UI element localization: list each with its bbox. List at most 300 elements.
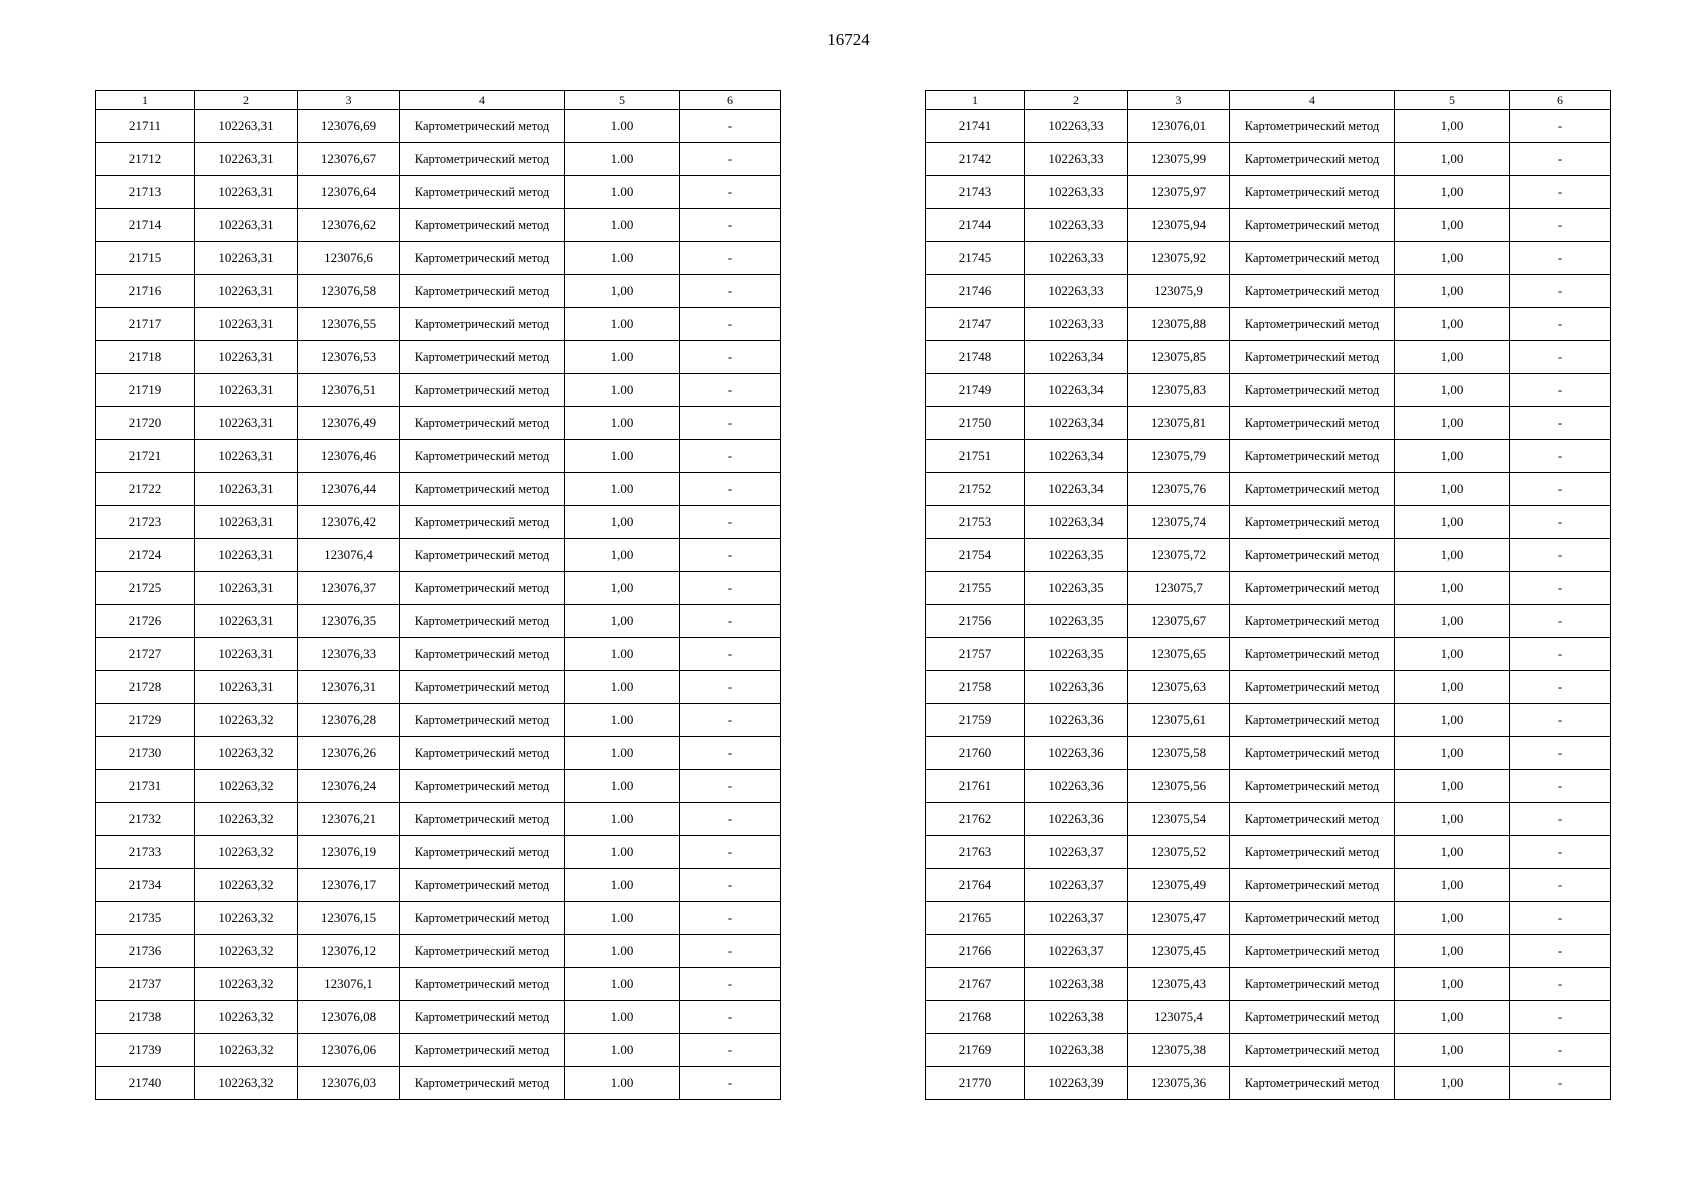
x-coordinate-cell: 102263,32: [195, 704, 298, 737]
table-row: [96, 341, 781, 374]
method-cell: Картометрический метод: [1230, 902, 1395, 935]
table-row: [96, 968, 781, 1001]
x-coordinate-cell: 102263,34: [1025, 341, 1128, 374]
method-cell: Картометрический метод: [400, 836, 565, 869]
accuracy-cell: 1.00: [565, 671, 680, 704]
point-number-cell: 21723: [96, 506, 195, 539]
description-cell: -: [1510, 275, 1611, 308]
accuracy-cell: 1,00: [1395, 407, 1510, 440]
method-cell: Картометрический метод: [400, 539, 565, 572]
accuracy-cell: 1,00: [1395, 737, 1510, 770]
y-coordinate-cell: 123076,1: [298, 968, 400, 1001]
description-cell: -: [680, 341, 781, 374]
x-coordinate-cell: 102263,31: [195, 671, 298, 704]
description-cell: -: [680, 836, 781, 869]
x-coordinate-cell: 102263,31: [195, 440, 298, 473]
x-coordinate-cell: 102263,36: [1025, 671, 1128, 704]
x-coordinate-cell: 102263,36: [1025, 803, 1128, 836]
accuracy-cell: 1.00: [565, 176, 680, 209]
x-coordinate-cell: 102263,33: [1025, 242, 1128, 275]
point-number-cell: 21714: [96, 209, 195, 242]
method-cell: Картометрический метод: [1230, 737, 1395, 770]
accuracy-cell: 1,00: [1395, 110, 1510, 143]
point-number-cell: 21717: [96, 308, 195, 341]
description-cell: -: [680, 869, 781, 902]
description-cell: -: [1510, 638, 1611, 671]
table-row: [926, 1034, 1611, 1067]
description-cell: -: [680, 1067, 781, 1100]
accuracy-cell: 1,00: [565, 506, 680, 539]
y-coordinate-cell: 123076,12: [298, 935, 400, 968]
x-coordinate-cell: 102263,33: [1025, 275, 1128, 308]
accuracy-cell: 1,00: [1395, 836, 1510, 869]
accuracy-cell: 1,00: [1395, 770, 1510, 803]
accuracy-cell: 1,00: [1395, 704, 1510, 737]
description-cell: -: [680, 506, 781, 539]
y-coordinate-cell: 123076,15: [298, 902, 400, 935]
description-cell: -: [680, 671, 781, 704]
point-number-cell: 21724: [96, 539, 195, 572]
point-number-cell: 21713: [96, 176, 195, 209]
accuracy-cell: 1.00: [565, 935, 680, 968]
y-coordinate-cell: 123075,36: [1128, 1067, 1230, 1100]
accuracy-cell: 1,00: [1395, 902, 1510, 935]
method-cell: Картометрический метод: [400, 1034, 565, 1067]
table-row: [96, 803, 781, 836]
accuracy-cell: 1.00: [565, 803, 680, 836]
point-number-cell: 21720: [96, 407, 195, 440]
description-cell: -: [680, 308, 781, 341]
table-row: [96, 242, 781, 275]
accuracy-cell: 1,00: [1395, 275, 1510, 308]
accuracy-cell: 1,00: [1395, 143, 1510, 176]
y-coordinate-cell: 123076,26: [298, 737, 400, 770]
point-number-cell: 21726: [96, 605, 195, 638]
x-coordinate-cell: 102263,31: [195, 110, 298, 143]
accuracy-cell: 1,00: [565, 275, 680, 308]
accuracy-cell: 1,00: [1395, 935, 1510, 968]
x-coordinate-cell: 102263,36: [1025, 704, 1128, 737]
point-number-cell: 21734: [96, 869, 195, 902]
point-number-cell: 21742: [926, 143, 1025, 176]
point-number-cell: 21750: [926, 407, 1025, 440]
accuracy-cell: 1,00: [1395, 308, 1510, 341]
point-number-cell: 21744: [926, 209, 1025, 242]
description-cell: -: [1510, 572, 1611, 605]
table-row: [96, 1067, 781, 1100]
description-cell: -: [1510, 374, 1611, 407]
point-number-cell: 21730: [96, 737, 195, 770]
x-coordinate-cell: 102263,35: [1025, 605, 1128, 638]
y-coordinate-cell: 123076,69: [298, 110, 400, 143]
description-cell: -: [1510, 209, 1611, 242]
table-row: [96, 770, 781, 803]
column-header: 6: [680, 91, 781, 110]
accuracy-cell: 1,00: [1395, 209, 1510, 242]
table-row: [96, 374, 781, 407]
y-coordinate-cell: 123076,06: [298, 1034, 400, 1067]
description-cell: -: [680, 176, 781, 209]
method-cell: Картометрический метод: [1230, 935, 1395, 968]
accuracy-cell: 1.00: [565, 737, 680, 770]
description-cell: -: [1510, 110, 1611, 143]
point-number-cell: 21753: [926, 506, 1025, 539]
accuracy-cell: 1,00: [1395, 968, 1510, 1001]
y-coordinate-cell: 123076,24: [298, 770, 400, 803]
accuracy-cell: 1,00: [1395, 869, 1510, 902]
method-cell: Картометрический метод: [400, 1067, 565, 1100]
table-row: [96, 1001, 781, 1034]
table-row: [96, 275, 781, 308]
y-coordinate-cell: 123075,94: [1128, 209, 1230, 242]
method-cell: Картометрический метод: [1230, 110, 1395, 143]
table-row: [96, 143, 781, 176]
method-cell: Картометрический метод: [400, 209, 565, 242]
x-coordinate-cell: 102263,32: [195, 1034, 298, 1067]
table-row: [926, 374, 1611, 407]
table-row: [96, 737, 781, 770]
method-cell: Картометрический метод: [400, 275, 565, 308]
point-number-cell: 21741: [926, 110, 1025, 143]
point-number-cell: 21766: [926, 935, 1025, 968]
description-cell: -: [1510, 737, 1611, 770]
method-cell: Картометрический метод: [1230, 572, 1395, 605]
table-row: [96, 869, 781, 902]
y-coordinate-cell: 123076,33: [298, 638, 400, 671]
x-coordinate-cell: 102263,37: [1025, 869, 1128, 902]
point-number-cell: 21759: [926, 704, 1025, 737]
y-coordinate-cell: 123076,21: [298, 803, 400, 836]
y-coordinate-cell: 123075,79: [1128, 440, 1230, 473]
y-coordinate-cell: 123075,72: [1128, 539, 1230, 572]
x-coordinate-cell: 102263,36: [1025, 770, 1128, 803]
method-cell: Картометрический метод: [1230, 242, 1395, 275]
y-coordinate-cell: 123076,03: [298, 1067, 400, 1100]
x-coordinate-cell: 102263,33: [1025, 308, 1128, 341]
description-cell: -: [680, 539, 781, 572]
description-cell: -: [1510, 902, 1611, 935]
accuracy-cell: 1,00: [1395, 671, 1510, 704]
column-header: 4: [1230, 91, 1395, 110]
point-number-cell: 21752: [926, 473, 1025, 506]
x-coordinate-cell: 102263,33: [1025, 110, 1128, 143]
point-number-cell: 21721: [96, 440, 195, 473]
table-row: [926, 143, 1611, 176]
point-number-cell: 21765: [926, 902, 1025, 935]
point-number-cell: 21731: [96, 770, 195, 803]
table-row: [96, 440, 781, 473]
y-coordinate-cell: 123075,74: [1128, 506, 1230, 539]
x-coordinate-cell: 102263,31: [195, 473, 298, 506]
table-row: [96, 1034, 781, 1067]
accuracy-cell: 1.00: [565, 440, 680, 473]
x-coordinate-cell: 102263,31: [195, 539, 298, 572]
table-row: [926, 1067, 1611, 1100]
description-cell: -: [1510, 242, 1611, 275]
method-cell: Картометрический метод: [1230, 407, 1395, 440]
table-row: [926, 803, 1611, 836]
method-cell: Картометрический метод: [400, 407, 565, 440]
table-row: [926, 275, 1611, 308]
description-cell: -: [680, 605, 781, 638]
point-number-cell: 21743: [926, 176, 1025, 209]
method-cell: Картометрический метод: [400, 737, 565, 770]
column-header: 3: [1128, 91, 1230, 110]
point-number-cell: 21756: [926, 605, 1025, 638]
method-cell: Картометрический метод: [1230, 209, 1395, 242]
coordinates-table-left: [95, 90, 781, 1100]
x-coordinate-cell: 102263,32: [195, 968, 298, 1001]
column-header: 5: [1395, 91, 1510, 110]
description-cell: -: [1510, 407, 1611, 440]
point-number-cell: 21728: [96, 671, 195, 704]
y-coordinate-cell: 123076,51: [298, 374, 400, 407]
method-cell: Картометрический метод: [400, 968, 565, 1001]
method-cell: Картометрический метод: [1230, 836, 1395, 869]
method-cell: Картометрический метод: [400, 935, 565, 968]
x-coordinate-cell: 102263,34: [1025, 374, 1128, 407]
column-header: 5: [565, 91, 680, 110]
accuracy-cell: 1,00: [565, 605, 680, 638]
point-number-cell: 21758: [926, 671, 1025, 704]
method-cell: Картометрический метод: [400, 704, 565, 737]
accuracy-cell: 1,00: [1395, 176, 1510, 209]
column-header: 6: [1510, 91, 1611, 110]
description-cell: -: [1510, 176, 1611, 209]
accuracy-cell: 1.00: [565, 308, 680, 341]
x-coordinate-cell: 102263,31: [195, 506, 298, 539]
description-cell: -: [1510, 1034, 1611, 1067]
description-cell: -: [680, 110, 781, 143]
method-cell: Картометрический метод: [400, 770, 565, 803]
description-cell: -: [1510, 968, 1611, 1001]
description-cell: -: [680, 770, 781, 803]
point-number-cell: 21736: [96, 935, 195, 968]
y-coordinate-cell: 123075,52: [1128, 836, 1230, 869]
description-cell: -: [680, 275, 781, 308]
accuracy-cell: 1.00: [565, 770, 680, 803]
method-cell: Картометрический метод: [400, 374, 565, 407]
description-cell: -: [680, 572, 781, 605]
y-coordinate-cell: 123075,45: [1128, 935, 1230, 968]
y-coordinate-cell: 123075,85: [1128, 341, 1230, 374]
method-cell: Картометрический метод: [400, 110, 565, 143]
description-cell: -: [1510, 1001, 1611, 1034]
point-number-cell: 21718: [96, 341, 195, 374]
y-coordinate-cell: 123076,6: [298, 242, 400, 275]
accuracy-cell: 1,00: [1395, 341, 1510, 374]
table-row: [96, 176, 781, 209]
x-coordinate-cell: 102263,33: [1025, 209, 1128, 242]
coordinates-table-right: [925, 90, 1611, 1100]
x-coordinate-cell: 102263,33: [1025, 143, 1128, 176]
description-cell: -: [680, 440, 781, 473]
x-coordinate-cell: 102263,31: [195, 308, 298, 341]
accuracy-cell: 1.00: [565, 869, 680, 902]
y-coordinate-cell: 123075,65: [1128, 638, 1230, 671]
point-number-cell: 21760: [926, 737, 1025, 770]
table-row: [926, 869, 1611, 902]
x-coordinate-cell: 102263,37: [1025, 902, 1128, 935]
y-coordinate-cell: 123075,49: [1128, 869, 1230, 902]
y-coordinate-cell: 123076,58: [298, 275, 400, 308]
table-row: [926, 341, 1611, 374]
method-cell: Картометрический метод: [400, 242, 565, 275]
x-coordinate-cell: 102263,35: [1025, 638, 1128, 671]
point-number-cell: 21747: [926, 308, 1025, 341]
method-cell: Картометрический метод: [400, 671, 565, 704]
x-coordinate-cell: 102263,31: [195, 275, 298, 308]
table-row: [926, 638, 1611, 671]
method-cell: Картометрический метод: [1230, 704, 1395, 737]
point-number-cell: 21751: [926, 440, 1025, 473]
accuracy-cell: 1,00: [565, 539, 680, 572]
point-number-cell: 21748: [926, 341, 1025, 374]
accuracy-cell: 1.00: [565, 902, 680, 935]
y-coordinate-cell: 123076,67: [298, 143, 400, 176]
column-header: 1: [96, 91, 195, 110]
accuracy-cell: 1.00: [565, 110, 680, 143]
method-cell: Картометрический метод: [1230, 968, 1395, 1001]
table-row: [926, 176, 1611, 209]
table-row: [926, 473, 1611, 506]
accuracy-cell: 1.00: [565, 374, 680, 407]
y-coordinate-cell: 123076,55: [298, 308, 400, 341]
point-number-cell: 21711: [96, 110, 195, 143]
x-coordinate-cell: 102263,32: [195, 737, 298, 770]
x-coordinate-cell: 102263,33: [1025, 176, 1128, 209]
method-cell: Картометрический метод: [1230, 671, 1395, 704]
y-coordinate-cell: 123075,9: [1128, 275, 1230, 308]
table-row: [96, 110, 781, 143]
y-coordinate-cell: 123076,64: [298, 176, 400, 209]
point-number-cell: 21769: [926, 1034, 1025, 1067]
y-coordinate-cell: 123076,4: [298, 539, 400, 572]
x-coordinate-cell: 102263,36: [1025, 737, 1128, 770]
y-coordinate-cell: 123076,28: [298, 704, 400, 737]
point-number-cell: 21725: [96, 572, 195, 605]
y-coordinate-cell: 123075,54: [1128, 803, 1230, 836]
description-cell: -: [1510, 935, 1611, 968]
y-coordinate-cell: 123076,53: [298, 341, 400, 374]
table-row: [926, 671, 1611, 704]
x-coordinate-cell: 102263,31: [195, 242, 298, 275]
method-cell: Картометрический метод: [1230, 176, 1395, 209]
description-cell: -: [680, 143, 781, 176]
point-number-cell: 21757: [926, 638, 1025, 671]
page-number: 16724: [827, 30, 870, 49]
description-cell: -: [680, 407, 781, 440]
method-cell: Картометрический метод: [1230, 440, 1395, 473]
y-coordinate-cell: 123076,37: [298, 572, 400, 605]
table-row: [96, 473, 781, 506]
table-row: [926, 440, 1611, 473]
table-row: [926, 704, 1611, 737]
x-coordinate-cell: 102263,32: [195, 902, 298, 935]
point-number-cell: 21764: [926, 869, 1025, 902]
point-number-cell: 21737: [96, 968, 195, 1001]
column-header: 1: [926, 91, 1025, 110]
description-cell: -: [680, 704, 781, 737]
description-cell: -: [1510, 440, 1611, 473]
x-coordinate-cell: 102263,31: [195, 341, 298, 374]
method-cell: Картометрический метод: [1230, 275, 1395, 308]
x-coordinate-cell: 102263,31: [195, 407, 298, 440]
method-cell: Картометрический метод: [400, 440, 565, 473]
table-header-row: [96, 91, 781, 110]
accuracy-cell: 1.00: [565, 704, 680, 737]
point-number-cell: 21761: [926, 770, 1025, 803]
x-coordinate-cell: 102263,32: [195, 803, 298, 836]
method-cell: Картометрический метод: [1230, 506, 1395, 539]
description-cell: -: [1510, 836, 1611, 869]
x-coordinate-cell: 102263,31: [195, 176, 298, 209]
point-number-cell: 21722: [96, 473, 195, 506]
table-row: [926, 737, 1611, 770]
y-coordinate-cell: 123076,46: [298, 440, 400, 473]
accuracy-cell: 1.00: [565, 407, 680, 440]
table-row: [926, 242, 1611, 275]
description-cell: -: [1510, 308, 1611, 341]
method-cell: Картометрический метод: [400, 176, 565, 209]
table-row: [926, 506, 1611, 539]
method-cell: Картометрический метод: [400, 605, 565, 638]
table-row: [96, 572, 781, 605]
description-cell: -: [1510, 770, 1611, 803]
point-number-cell: 21715: [96, 242, 195, 275]
table-row: [926, 572, 1611, 605]
x-coordinate-cell: 102263,35: [1025, 572, 1128, 605]
method-cell: Картометрический метод: [1230, 1067, 1395, 1100]
y-coordinate-cell: 123075,83: [1128, 374, 1230, 407]
description-cell: -: [680, 242, 781, 275]
point-number-cell: 21767: [926, 968, 1025, 1001]
x-coordinate-cell: 102263,31: [195, 143, 298, 176]
accuracy-cell: 1,00: [1395, 440, 1510, 473]
description-cell: -: [1510, 803, 1611, 836]
table-row: [96, 308, 781, 341]
description-cell: -: [680, 737, 781, 770]
description-cell: -: [1510, 506, 1611, 539]
method-cell: Картометрический метод: [1230, 143, 1395, 176]
x-coordinate-cell: 102263,32: [195, 935, 298, 968]
accuracy-cell: 1.00: [565, 1067, 680, 1100]
y-coordinate-cell: 123075,99: [1128, 143, 1230, 176]
x-coordinate-cell: 102263,38: [1025, 1034, 1128, 1067]
accuracy-cell: 1.00: [565, 638, 680, 671]
accuracy-cell: 1.00: [565, 143, 680, 176]
method-cell: Картометрический метод: [1230, 803, 1395, 836]
method-cell: Картометрический метод: [1230, 539, 1395, 572]
point-number-cell: 21755: [926, 572, 1025, 605]
table-header-row: [926, 91, 1611, 110]
table-row: [926, 1001, 1611, 1034]
point-number-cell: 21712: [96, 143, 195, 176]
point-number-cell: 21727: [96, 638, 195, 671]
method-cell: Картометрический метод: [1230, 374, 1395, 407]
y-coordinate-cell: 123075,67: [1128, 605, 1230, 638]
y-coordinate-cell: 123075,88: [1128, 308, 1230, 341]
column-header: 2: [195, 91, 298, 110]
method-cell: Картометрический метод: [1230, 473, 1395, 506]
table-row: [96, 209, 781, 242]
point-number-cell: 21738: [96, 1001, 195, 1034]
method-cell: Картометрический метод: [400, 506, 565, 539]
x-coordinate-cell: 102263,32: [195, 1067, 298, 1100]
table-row: [926, 605, 1611, 638]
point-number-cell: 21762: [926, 803, 1025, 836]
description-cell: -: [680, 374, 781, 407]
